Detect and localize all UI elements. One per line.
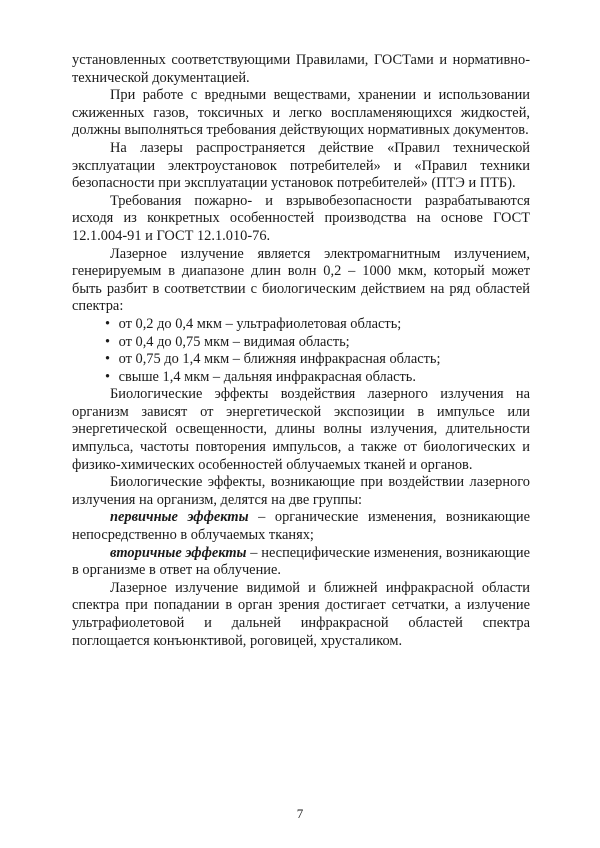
bullet-icon: • bbox=[105, 315, 111, 332]
bullet-icon: • bbox=[105, 351, 111, 368]
paragraph-secondary-effects: вторичные эффекты – неспецифические изменения, возникающие в организме в ответ на облучение. bbox=[72, 544, 530, 579]
paragraph-eye-effects: Лазерное излучение видимой и ближней инфракрасной области спектра при попадании в орган зрения достигает сетчатки, а излучение ультрафиолетовой и дальней инфракрасной областей спектра поглощается конъюнктивой, роговицей, хрусталиком. bbox=[72, 579, 530, 649]
paragraph-laser-radiation: Лазерное излучение является электромагнитным излучением, генерируемым в диапазоне длин волн 0,2 – 1000 мкм, который может быть разбит в соответствии с биологическим действием на ряд областей спектра: bbox=[72, 245, 530, 315]
list-item: • от 0,4 до 0,75 мкм – видимая область; bbox=[105, 333, 350, 350]
list-item: • свыше 1,4 мкм – дальняя инфракрасная область. bbox=[105, 368, 416, 385]
paragraph-hazardous-substances: При работе с вредными веществами, хранении и использовании сжиженных газов, токсичных и легко воспламеняющихся жидкостей, должны выполняться требования действующих нормативных документов. bbox=[72, 87, 530, 139]
page-number: 7 bbox=[296, 806, 304, 821]
list-item: • от 0,75 до 1,4 мкм – ближняя инфракрасная область; bbox=[105, 351, 441, 368]
paragraph-effect-groups: Биологические эффекты, возникающие при воздействии лазерного излучения на организм, делятся на две группы: bbox=[72, 474, 530, 508]
bullet-icon: • bbox=[105, 368, 111, 385]
paragraph-laser-rules: На лазеры распространяется действие «Правил технической эксплуатации электроустановок потребителей» и «Правил техники безопасности при эксплуатации установок потребителей» (ПТЭ и ПТБ). bbox=[72, 139, 530, 192]
document-body bbox=[72, 52, 530, 650]
term-secondary-effects: вторичные эффекты bbox=[110, 544, 247, 561]
paragraph-regulations: установленных соответствующими Правилами, ГОСТами и нормативно-технической документацией. bbox=[72, 52, 530, 86]
paragraph-biological-effects: Биологические эффекты воздействия лазерного излучения на организм зависят от энергетической экспозиции в импульсе или энергетической освещенности, длины волны излучения, длительности импульса, частоты повторения импульсов, а также от биологических и физико-химических особенностей облучаемых тканей и органов. bbox=[72, 386, 530, 473]
paragraph-primary-effects: первичные эффекты – органические изменения, возникающие непосредственно в облучаемых тканях; bbox=[72, 509, 530, 544]
list-item: • от 0,2 до 0,4 мкм – ультрафиолетовая область; bbox=[105, 315, 402, 332]
bullet-icon: • bbox=[105, 333, 111, 350]
term-primary-effects: первичные эффекты bbox=[110, 509, 249, 526]
paragraph-fire-safety: Требования пожарно- и взрывобезопасности разрабатываются исходя из конкретных особенностей производства на основе ГОСТ 12.1.004-91 и ГОСТ 12.1.010-76. bbox=[72, 192, 530, 244]
spectrum-list bbox=[72, 316, 530, 386]
